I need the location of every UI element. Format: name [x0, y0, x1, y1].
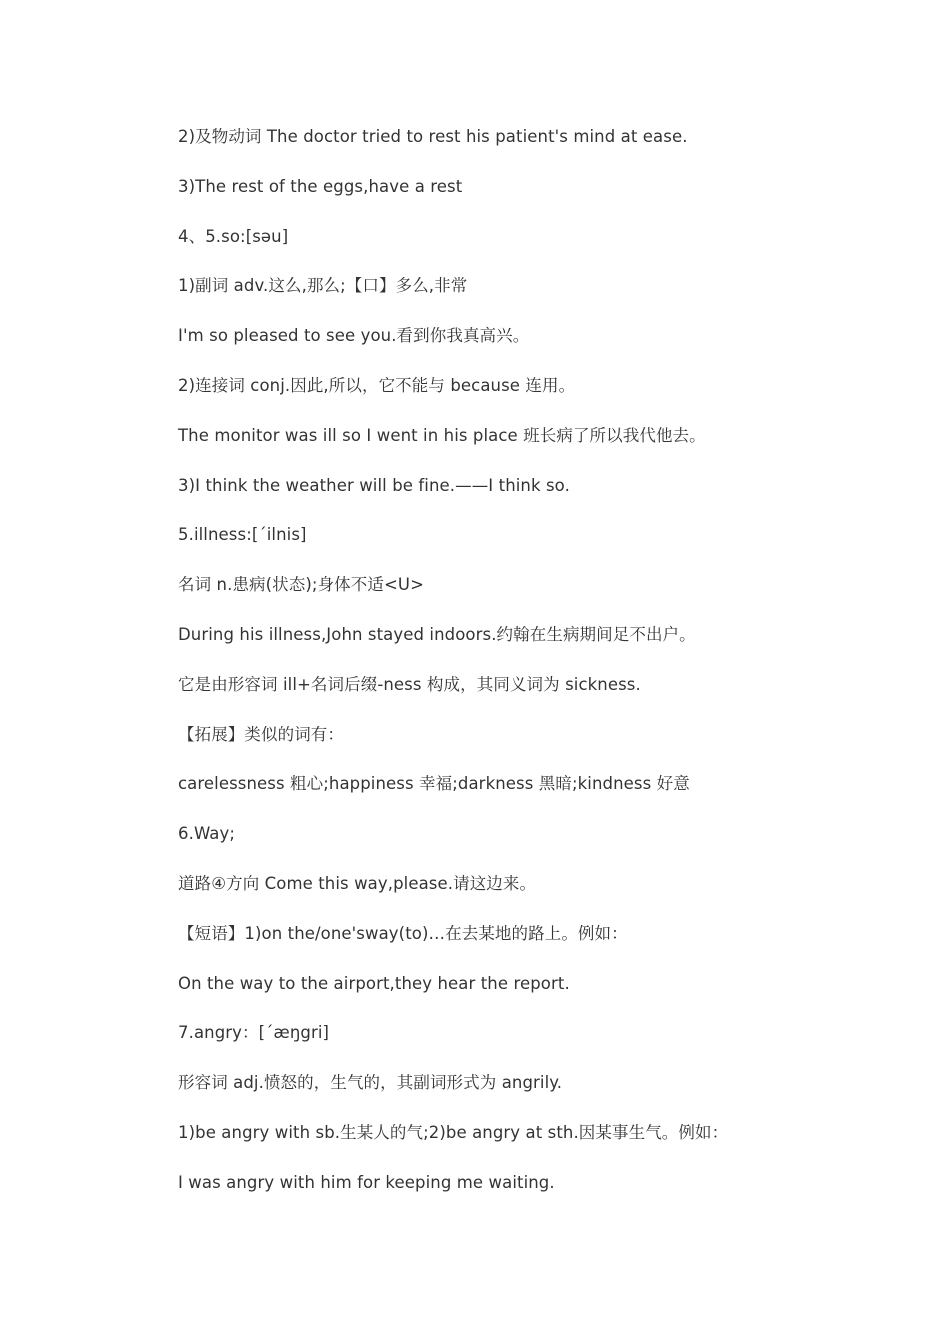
phrase-heading: 【短语】1)on the/one'sway(to)…在去某地的路上。例如：: [178, 923, 628, 943]
text-line-14: carelessness 粗心;happiness 幸福;darkness 黑暗;kindness 好意: [178, 774, 690, 794]
text-line-21: 1)be angry with sb.生某人的气;2)be angry at sth.因某事生气。例如：: [178, 1122, 729, 1142]
text-line-6: 2)连接词 conj.因此,所以，它不能与 because 连用。: [178, 375, 576, 395]
example-sentence: On the way to the airport,they hear the report.: [178, 973, 570, 993]
example-sentence: The monitor was ill so I went in his place 班长病了所以我代他去。: [178, 425, 706, 445]
section-heading-illness: 5.illness:[ˊilnis]: [178, 525, 307, 545]
text-line-2: 3)The rest of the eggs,have a rest: [178, 176, 463, 196]
text-line-10: 名词 n.患病(状态);身体不适<U>: [178, 575, 425, 595]
text-line-8: 3)I think the weather will be fine.——I think so.: [178, 475, 570, 495]
example-sentence: I'm so pleased to see you.看到你我真高兴。: [178, 326, 530, 346]
section-heading-so: 4、5.so:[səu]: [178, 226, 289, 246]
text-line-1: 2)及物动词 The doctor tried to rest his patient's mind at ease.: [178, 127, 688, 146]
example-sentence: During his illness,John stayed indoors.约翰在生病期间足不出户。: [178, 624, 696, 644]
text-line-12: 它是由形容词 ill+名词后缀-ness 构成，其同义词为 sickness.: [178, 674, 641, 694]
text-line-20: 形容词 adj.愤怒的，生气的，其副词形式为 angrily.: [178, 1073, 563, 1093]
example-sentence: 道路④方向 Come this way,please.请这边来。: [178, 873, 537, 893]
document-body: [178, 124, 878, 1220]
section-heading-angry: 7.angry：[ˊæŋgri]: [178, 1023, 330, 1043]
example-sentence: I was angry with him for keeping me waiting.: [178, 1172, 555, 1192]
extension-heading: 【拓展】类似的词有：: [178, 724, 344, 744]
text-line-4: 1)副词 adv.这么,那么;【口】多么,非常: [178, 276, 468, 296]
section-heading-way: 6.Way;: [178, 824, 236, 844]
